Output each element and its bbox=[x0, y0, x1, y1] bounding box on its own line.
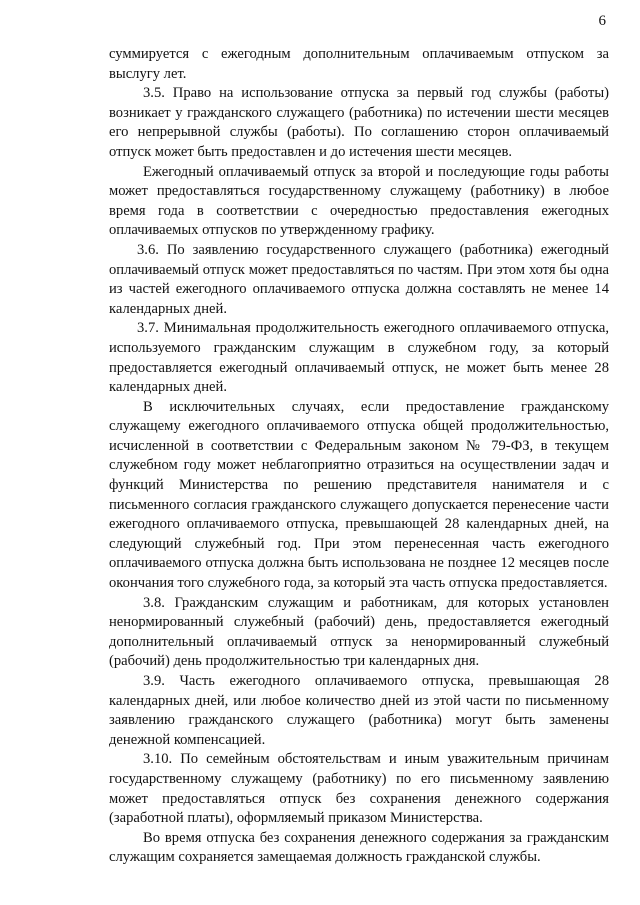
paragraph-3-9: 3.9. Часть ежегодного оплачиваемого отпуска, превышающая 28 календарных дней, или любое количество дней из этой части по письменному заявлению гражданского служащего (работника) могут быть заменены денежной компенсацией. bbox=[109, 673, 609, 748]
paragraph-exceptional-cases: В исключительных случаях, если предоставление гражданскому служащему ежегодного оплачиваемого отпуска общей продолжительностью, исчисленной в соответствии с Федеральным законом № 79-ФЗ, в текущем служебном году может неблагоприятно отразиться на осуществлении задач и функций Министерства по решению представителя нанимателя и с письменного согласия гражданского служащего допускается перенесение части ежегодного оплачиваемого отпуска, превышающей 28 календарных дней, на следующий служебный год. При этом перенесенная часть ежегодного оплачиваемого отпуска должна быть использована не позднее 12 месяцев после окончания того служебного года, за который эта часть отпуска предоставляется. bbox=[109, 398, 609, 592]
paragraph-unpaid-leave: Во время отпуска без сохранения денежного содержания за гражданским служащим сохраняется замещаемая должность гражданской службы. bbox=[109, 829, 609, 866]
paragraph-3-5: 3.5. Право на использование отпуска за первый год службы (работы) возникает у гражданского служащего (работника) по истечении шести месяцев его непрерывной службы (работы). По соглашению сторон оплачиваемый отпуск может быть предоставлен и до истечения шести месяцев. bbox=[109, 85, 609, 160]
paragraph-3-10: 3.10. По семейным обстоятельствам и иным уважительным причинам государственному служащему (работнику) по его письменному заявлению может предоставляться отпуск без сохранения денежного содержания (заработной платы), оформляемый приказом Министерства. bbox=[109, 751, 609, 827]
paragraph-annual-leave: Ежегодный оплачиваемый отпуск за второй и последующие годы работы может предоставляться государственному служащему (работнику) в любое время года в соответствии с очередностью предоставления ежегодных оплачиваемых отпусков по утвержденному графику. bbox=[109, 163, 609, 239]
paragraph-3-6: 3.6. По заявлению государственного служащего (работника) ежегодный оплачиваемый отпуск может предоставляться по частям. При этом хотя бы одна из частей ежегодного оплачиваемого отпуска должна составлять не менее 14 календарных дней. bbox=[109, 241, 609, 317]
page-number: 6 bbox=[598, 13, 606, 29]
paragraph-3-8: 3.8. Гражданским служащим и работникам, для которых установлен ненормированный служебный (рабочий) день, предоставляется ежегодный дополнительный оплачиваемый отпуск за ненормированный служебный (рабочий) день продолжительностью три календарных дня. bbox=[109, 594, 609, 670]
paragraph-continuation: суммируется с ежегодным дополнительным оплачиваемым отпуском за выслугу лет. bbox=[109, 46, 609, 82]
document-body bbox=[109, 45, 609, 868]
paragraph-3-7: 3.7. Минимальная продолжительность ежегодного оплачиваемого отпуска, используемого гражданским служащим в служебном году, за который предоставляется ежегодный оплачиваемый отпуск, не может быть менее 28 календарных дней. bbox=[109, 320, 609, 396]
